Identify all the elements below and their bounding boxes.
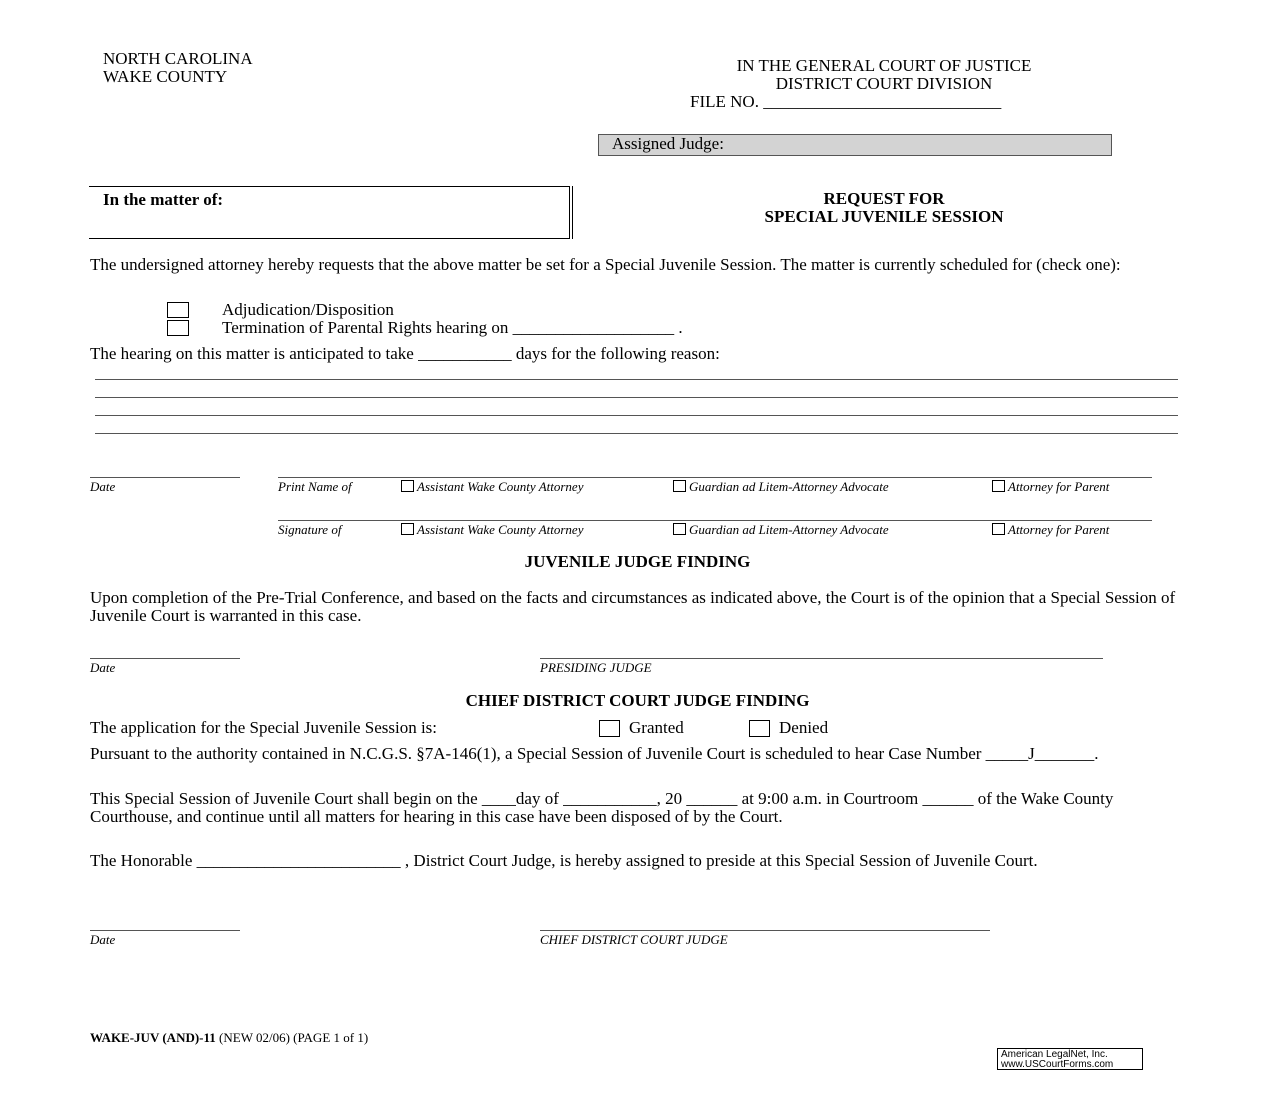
checkbox-icon[interactable] bbox=[992, 523, 1005, 535]
juvenile-finding-heading: JUVENILE JUDGE FINDING bbox=[524, 552, 751, 571]
hearing-duration: The hearing on this matter is anticipated to take ___________ days for the following reason: bbox=[90, 344, 720, 363]
signature-line[interactable] bbox=[278, 520, 1152, 521]
print-name-label: Print Name of bbox=[278, 479, 352, 494]
signature-option-guardian[interactable]: Guardian ad Litem-Attorney Advocate bbox=[673, 523, 889, 537]
chief-date-line[interactable] bbox=[90, 930, 240, 931]
presiding-judge-label: PRESIDING JUDGE bbox=[540, 660, 652, 675]
adjudication-label: Adjudication/Disposition bbox=[222, 300, 394, 319]
signature-option-assistant[interactable]: Assistant Wake County Attorney bbox=[401, 523, 583, 537]
termination-label: Termination of Parental Rights hearing on ___________________ . bbox=[222, 318, 683, 337]
state-name: NORTH CAROLINA bbox=[103, 49, 253, 68]
print-name-line[interactable] bbox=[278, 477, 1152, 478]
application-text: The application for the Special Juvenile Session is: bbox=[90, 718, 438, 737]
attorney-date-label: Date bbox=[90, 479, 116, 494]
granted-label: Granted bbox=[629, 718, 684, 737]
assigned-judge-box[interactable] bbox=[598, 134, 1112, 156]
reason-line-1[interactable] bbox=[95, 379, 1178, 380]
matter-label: In the matter of: bbox=[103, 190, 224, 209]
termination-checkbox[interactable] bbox=[167, 320, 189, 336]
juvenile-date-line[interactable] bbox=[90, 658, 240, 659]
print-option-guardian[interactable]: Guardian ad Litem-Attorney Advocate bbox=[673, 480, 889, 494]
denied-checkbox[interactable] bbox=[749, 720, 770, 737]
chief-date-label: Date bbox=[90, 932, 116, 947]
chief-judge-line[interactable] bbox=[540, 930, 990, 931]
checkbox-icon[interactable] bbox=[673, 523, 686, 535]
reason-line-4[interactable] bbox=[95, 433, 1178, 434]
checkbox-icon[interactable] bbox=[992, 480, 1005, 492]
signature-option-parent[interactable]: Attorney for Parent bbox=[992, 523, 1109, 537]
chief-finding-heading: CHIEF DISTRICT COURT JUDGE FINDING bbox=[465, 691, 810, 710]
checkbox-icon[interactable] bbox=[401, 523, 414, 535]
brand-name: American LegalNet, Inc. bbox=[1001, 1049, 1108, 1060]
juvenile-finding-text: Upon completion of the Pre-Trial Conference, and based on the facts and circumstances as indicated above, the Court is of the opinion that a Special Session of Juvenile Court is warranted in this case. bbox=[90, 588, 1176, 625]
pursuant-text: Pursuant to the authority contained in N.C.G.S. §7A-146(1), a Special Session of Juvenile Court is scheduled to hear Case Number _____J_______. bbox=[90, 744, 1099, 763]
form-title-line-2: SPECIAL JUVENILE SESSION bbox=[764, 207, 1004, 226]
brand-url: www.USCourtForms.com bbox=[1001, 1059, 1114, 1070]
request-intro: The undersigned attorney hereby requests that the above matter be set for a Special Juvenile Session. The matter is currently scheduled for (check one): bbox=[90, 255, 1121, 274]
presiding-judge-line[interactable] bbox=[540, 658, 1103, 659]
session-text: This Special Session of Juvenile Court shall begin on the ____day of ___________, 20 ______ at 9:00 a.m. in Courtroom ______ of the Wake County Courthouse, and continue until all matters for hearing in this case have been disposed of by the Court. bbox=[90, 789, 1114, 826]
honorable-text: The Honorable ________________________ , District Court Judge, is hereby assigned to preside at this Special Session of Juvenile Court. bbox=[90, 851, 1038, 870]
checkbox-icon[interactable] bbox=[673, 480, 686, 492]
court-line-2: DISTRICT COURT DIVISION bbox=[775, 74, 993, 93]
matter-box-double-rule bbox=[572, 186, 573, 239]
chief-judge-label: CHIEF DISTRICT COURT JUDGE bbox=[540, 932, 728, 947]
adjudication-checkbox[interactable] bbox=[167, 302, 189, 318]
print-option-assistant[interactable]: Assistant Wake County Attorney bbox=[401, 480, 583, 494]
form-id: WAKE-JUV (AND)-11 (NEW 02/06) (PAGE 1 of 1) bbox=[90, 1030, 369, 1045]
print-option-parent[interactable]: Attorney for Parent bbox=[992, 480, 1109, 494]
juvenile-date-label: Date bbox=[90, 660, 116, 675]
file-number-field[interactable]: FILE NO. ____________________________ bbox=[690, 92, 1002, 111]
denied-label: Denied bbox=[779, 718, 829, 737]
signature-label: Signature of bbox=[278, 522, 342, 537]
court-line-1: IN THE GENERAL COURT OF JUSTICE bbox=[736, 56, 1032, 75]
attorney-date-line[interactable] bbox=[90, 477, 240, 478]
brand-box bbox=[997, 1048, 1143, 1070]
county-name: WAKE COUNTY bbox=[103, 67, 228, 86]
assigned-judge-label: Assigned Judge: bbox=[612, 134, 724, 153]
reason-line-2[interactable] bbox=[95, 397, 1178, 398]
granted-checkbox[interactable] bbox=[599, 720, 620, 737]
matter-box[interactable] bbox=[89, 186, 570, 239]
form-title-line-1: REQUEST FOR bbox=[823, 189, 945, 208]
checkbox-icon[interactable] bbox=[401, 480, 414, 492]
reason-line-3[interactable] bbox=[95, 415, 1178, 416]
